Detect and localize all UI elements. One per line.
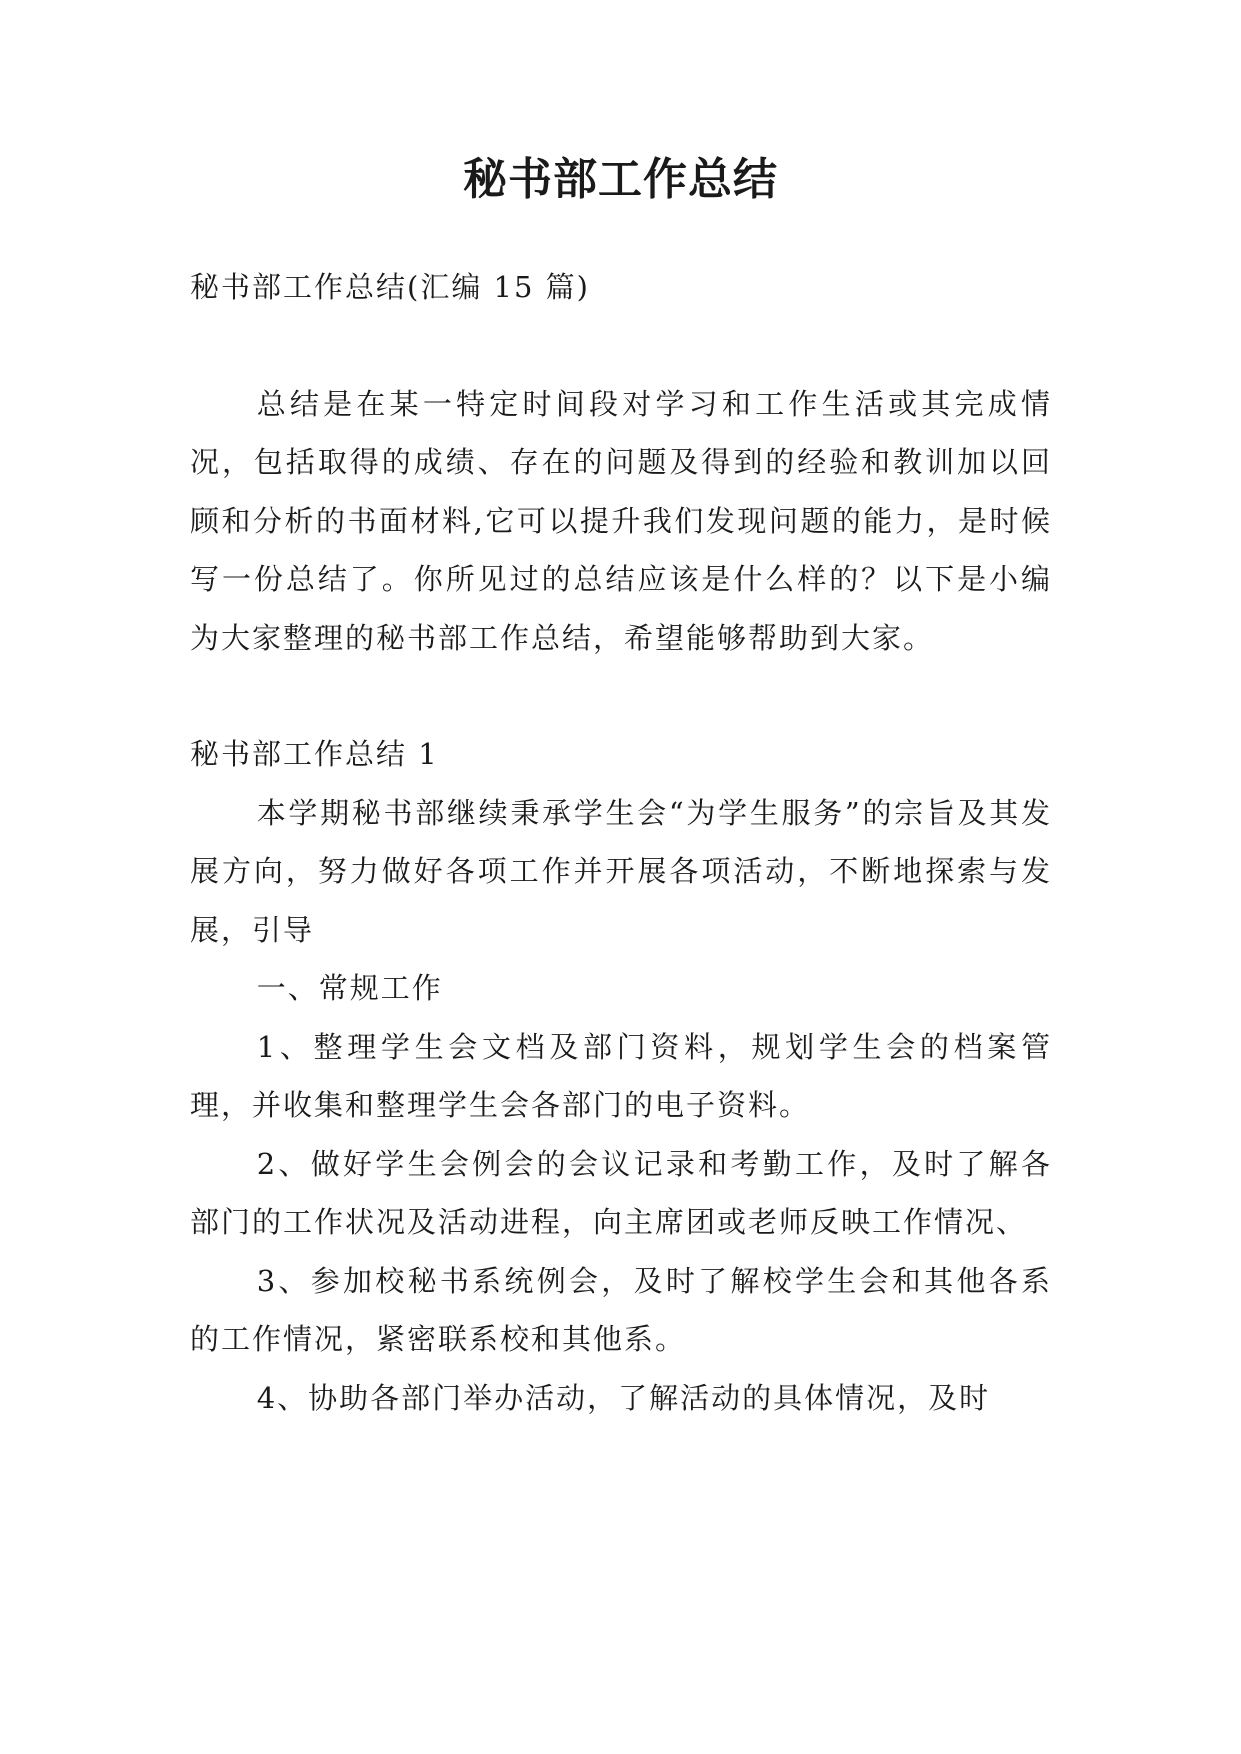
subheading: 一、常规工作 [256, 971, 443, 1005]
list-item: 4、协助各部门举办活动，了解活动的具体情况，及时 [256, 1380, 991, 1415]
document-title: 秘书部工作总结 [463, 154, 778, 205]
intro-paragraph: 总结是在某一特定时间段对学习和工作生活或其完成情况，包括取得的成绩、存在的问题及得到的经验和教训加以回顾和分析的书面材料,它可以提升我们发现问题的能力，是时候写一份总结了。你所见过的总结应该是什么样的？以下是小编为大家整理的秘书部工作总结，希望能够帮助到大家。 [190, 386, 1052, 655]
section-paragraph: 本学期秘书部继续秉承学生会“为学生服务”的宗旨及其发展方向，努力做好各项工作并开展各项活动，不断地探索与发展，引导 [190, 795, 1052, 947]
list-item: 3、参加校秘书系统例会，及时了解校学生会和其他各系的工作情况，紧密联系校和其他系。 [190, 1263, 1052, 1356]
list-item: 2、做好学生会例会的会议记录和考勤工作，及时了解各部门的工作状况及活动进程，向主席团或老师反映工作情况、 [190, 1146, 1052, 1239]
document-body [190, 258, 1052, 1427]
section-heading: 秘书部工作总结 1 [190, 737, 439, 771]
list-item: 1、整理学生会文档及部门资料，规划学生会的档案管理，并收集和整理学生会各部门的电子资料。 [190, 1029, 1052, 1122]
document-subtitle: 秘书部工作总结(汇编 15 篇) [190, 270, 590, 304]
